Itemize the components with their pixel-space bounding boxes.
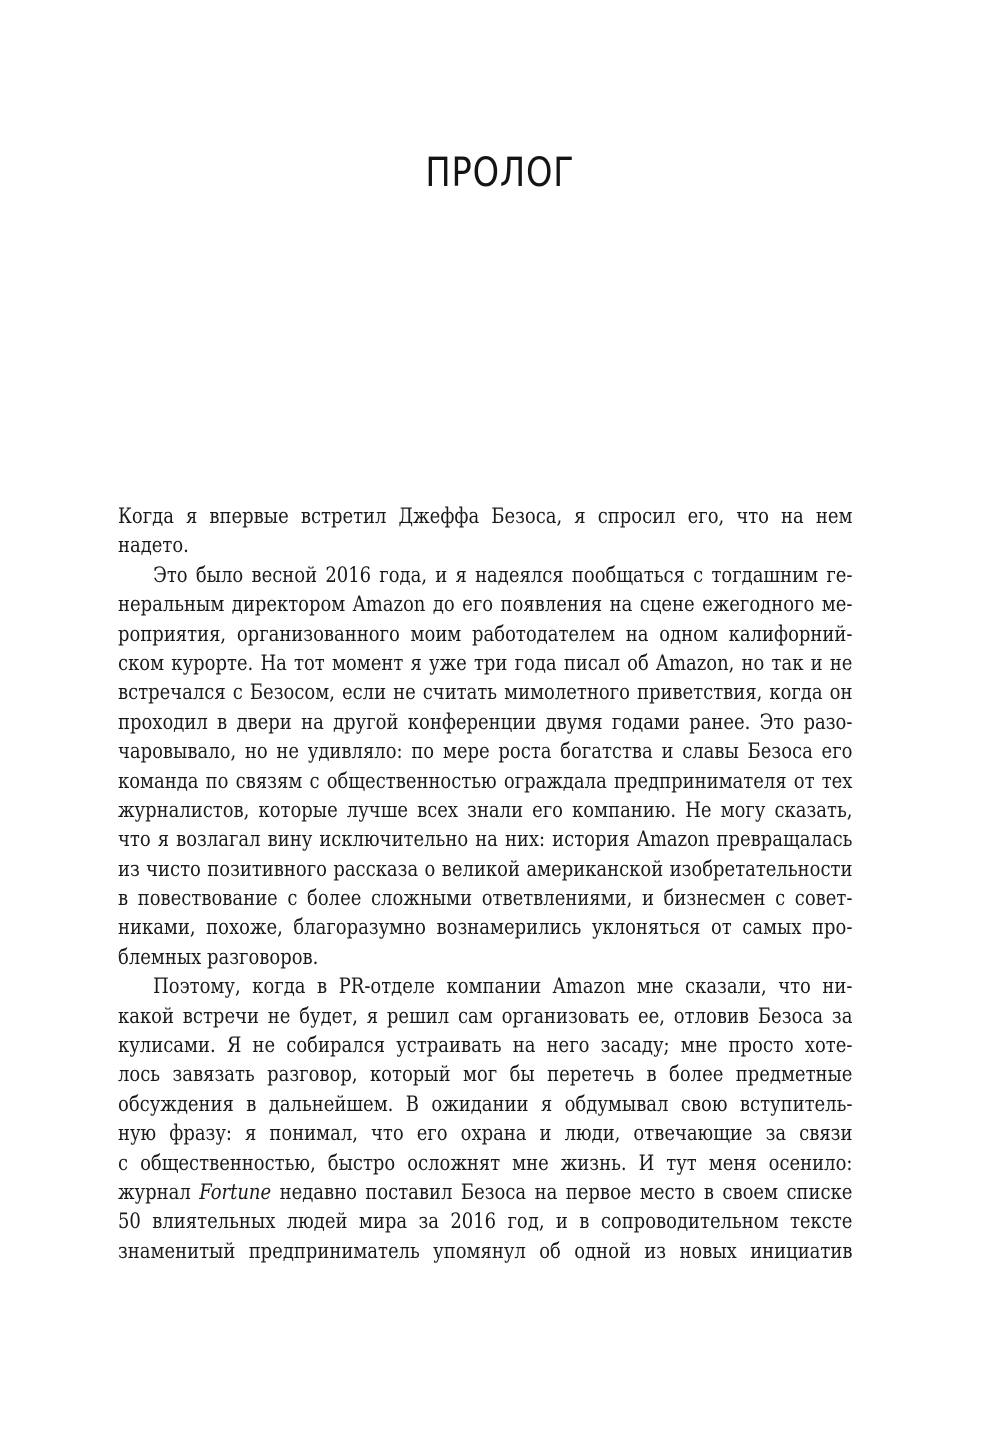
text-line: лось завязать разговор, который мог бы перетечь в более предметные [118, 1062, 853, 1087]
text-line: роприятия, организованного моим работодателем на одном калифорний- [118, 621, 853, 646]
text-line: ную фразу: я понимал, что его охрана и люди, отвечающие за связи [118, 1121, 853, 1146]
body-text [118, 502, 853, 1266]
text-line: какой встречи не будет, я решил сам организовать ее, отловив Безоса за [118, 1003, 853, 1028]
text-line: Когда я впервые встретил Джеффа Безоса, я спросил его, что на нем [118, 504, 853, 528]
text-fragment: журнал [118, 1179, 200, 1204]
text-line: знаменитый предприниматель упомянул об одной из новых инициатив [118, 1238, 853, 1263]
text-line: из чисто позитивного рассказа о великой американской изобретательности [118, 856, 853, 881]
text-line: чаровывало, но не удивляло: по мере роста богатства и славы Безоса его [118, 739, 853, 764]
text-line: кулисами. Я не собирался устраивать на него засаду; мне просто хоте- [118, 1033, 853, 1058]
text-line: с общественностью, быстро осложнят мне жизнь. И тут меня осенило: [118, 1150, 853, 1175]
text-fragment: недавно поставил Безоса на первое место в своем списке [271, 1179, 853, 1204]
text-line: команда по связям с общественностью ограждала предпринимателя от тех [118, 768, 853, 793]
text-line: 50 влиятельных людей мира за 2016 год, и в сопроводительном тексте [118, 1209, 853, 1234]
magazine-title: Fortune [199, 1179, 272, 1204]
text-line: обсуждения в дальнейшем. В ожидании я обдумывал свою вступитель- [118, 1091, 853, 1116]
text-line: в повествование с более сложными ответвлениями, и бизнесмен с совет- [118, 886, 853, 911]
text-line: ском курорте. На тот момент я уже три года писал об Amazon, но так и не [118, 650, 853, 675]
text-line-with-italic [118, 1178, 852, 1207]
text-line: никами, похоже, благоразумно вознамерились уклоняться от самых про- [118, 915, 853, 940]
text-line: что я возлагал вину исключительно на них: история Amazon превращалась [118, 827, 853, 852]
text-line: блемных разговоров. [118, 944, 319, 969]
text-line: встречался с Безосом, если не считать мимолетного приветствия, когда он [118, 680, 853, 705]
text-line: проходил в двери на другой конференции двумя годами ранее. Это разо- [118, 709, 853, 734]
text-line: Это было весной 2016 года, и я надеялся пообщаться с тогдашним ге- [153, 562, 853, 587]
text-line: неральным директором Amazon до его появления на сцене ежегодного ме- [118, 592, 853, 617]
text-line: Поэтому, когда в PR-отделе компании Amazon мне сказали, что ни- [153, 974, 853, 999]
text-line: журналистов, которые лучше всех знали его компанию. Не могу сказать, [118, 797, 853, 822]
text-line: надето. [118, 533, 189, 558]
chapter-title: ПРОЛОГ [425, 150, 575, 196]
